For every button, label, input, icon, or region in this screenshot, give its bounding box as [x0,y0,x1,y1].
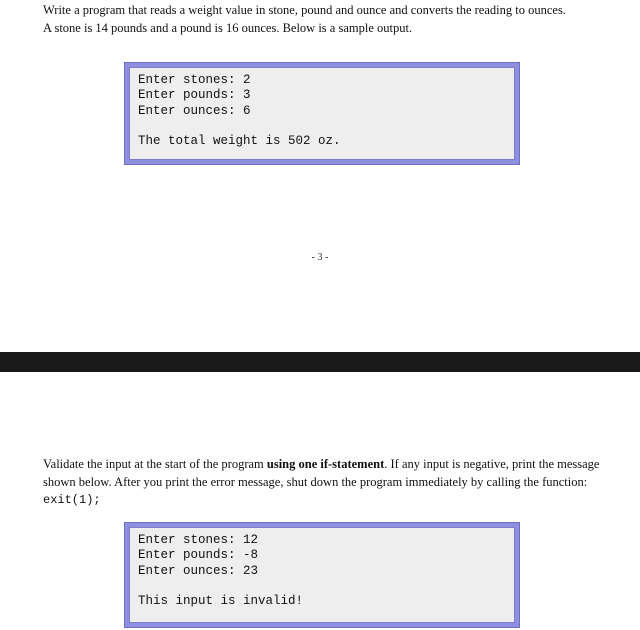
sample-output-console [129,67,515,160]
validation-text-rest: . If any input is negative, print the message shown below. After you print the error message, shut down the program immediately by calling the function: [43,457,600,489]
console-line-stones: Enter stones: 2 [138,73,251,87]
problem-description-line-1: Write a program that reads a weight value in stone, pound and ounce and converts the reading to ounces. [43,3,566,17]
console-blank-line [138,119,506,134]
page-break-divider [0,352,640,372]
problem-description [43,2,603,37]
console-line-ounces: Enter ounces: 6 [138,103,251,118]
problem-description-line-2: A stone is 14 pounds and a pound is 16 ounces. Below is a sample output. [43,20,413,35]
console-line-pounds: Enter pounds: -8 [138,548,259,563]
console-line-stones: Enter stones: 12 [138,533,259,547]
validation-description [43,456,603,510]
invalid-output-box [124,522,520,628]
sample-output-box [124,62,520,165]
console-line-pounds: Enter pounds: 3 [138,88,251,103]
console-line-result: The total weight is 502 oz. [138,134,341,149]
page-number: - 3 - [311,252,329,263]
validation-emphasis: using one if-statement [266,457,385,471]
console-line-ounces: Enter ounces: 23 [138,563,259,578]
validation-text-start: Validate the input at the start of the program [43,457,267,471]
invalid-output-console [129,527,515,623]
exit-call-code: exit(1); [43,493,101,507]
console-line-error: This input is invalid! [138,594,304,609]
console-blank-line [138,579,506,594]
